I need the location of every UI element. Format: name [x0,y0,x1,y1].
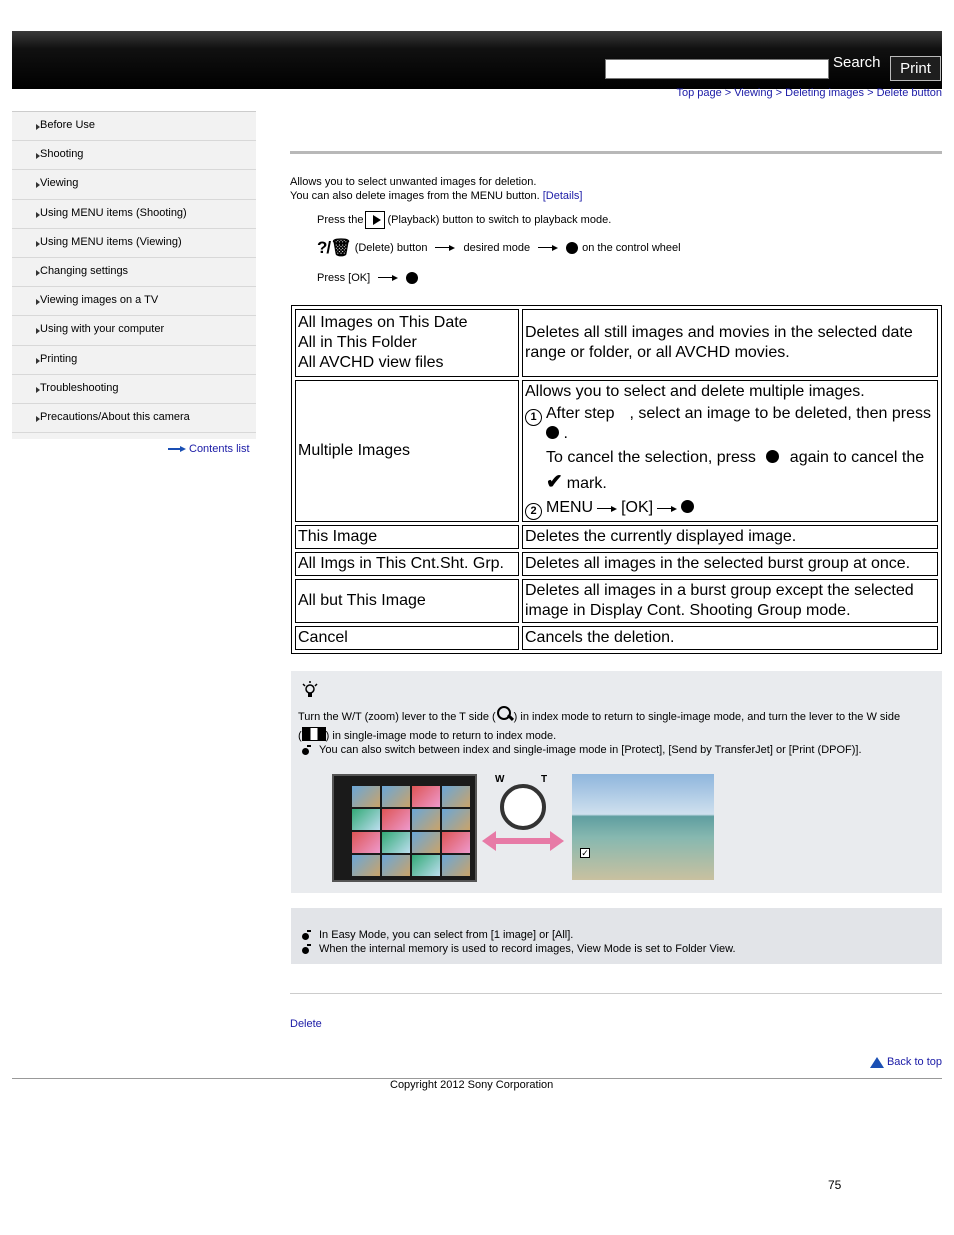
lever-t-label: T [541,774,548,785]
bottom-divider [290,993,942,994]
desc-cell: Deletes all images in the selected burst group at once. [522,552,938,576]
note-item [302,942,736,956]
table-row [295,579,938,623]
checkbox-icon: ✓ [581,848,589,858]
step-1-text-post: (Playback) button to switch to playback mode. [387,214,612,226]
table-row [295,626,938,650]
note-item-text: When the internal memory is used to record images, View Mode is set to Folder View. [319,943,736,955]
bullet-icon [302,748,309,755]
hint-line-1a: Turn the W/T (zoom) lever to the T side ( [298,711,496,723]
step-number-2-icon: 2 [525,503,542,520]
lightbulb-icon [301,681,319,699]
desc-cell-multiple [522,380,938,522]
desc-cell: Cancels the deletion. [522,626,938,650]
checkmark-icon: ✔ [546,471,563,493]
multiple-step-1a: After step [546,405,615,422]
sidebar-item-shooting[interactable]: Shooting [12,141,256,170]
delete-icon: ?/🗑 [317,238,351,257]
breadcrumb-top-page[interactable]: Top page [676,87,722,99]
mode-cell: This Image [295,525,519,549]
hint-text [298,706,938,757]
bullet-icon [302,947,309,954]
multiple-step-2a: MENU [546,499,594,516]
note-box [291,908,942,964]
note-text [298,928,736,956]
step-3 [317,272,418,284]
index-w-icon [302,727,326,741]
sidebar-item-menu-viewing[interactable]: Using MENU items (Viewing) [12,229,256,258]
desc-cell: Deletes the currently displayed image. [522,525,938,549]
desc-cell: Deletes all images in a burst group except the selected image in Display Cont. Shooting Group mode. [522,579,938,623]
table-row [295,525,938,549]
sidebar-nav [12,111,256,439]
hint-bullet-text: You can also switch between index and single-image mode in [Protect], [Send by TransferJet] or [Print (DPOF)]. [319,744,862,756]
back-to-top-label: Back to top [886,1056,942,1068]
sidebar-item-menu-shooting[interactable]: Using MENU items (Shooting) [12,200,256,229]
arrow-right-icon [597,506,617,512]
center-button-icon [406,272,418,284]
mode-cell: All but This Image [295,579,519,623]
multiple-step-1d: To cancel the selection, press [546,449,756,466]
center-button-icon [766,450,779,463]
desc-cell: Deletes all still images and movies in the selected date range or folder, or all AVCHD movies. [522,309,938,377]
sidebar-item-troubleshooting[interactable]: Troubleshooting [12,375,256,404]
multiple-step-1e: again to cancel the [789,449,925,466]
arrow-right-icon [378,275,398,281]
page-number: 75 [828,1178,842,1192]
hint-line-1b: ) in index mode to return to single-image mode, and turn the lever to the W side [513,711,901,723]
related-delete-link[interactable]: Delete [290,1018,322,1030]
note-item [302,928,736,942]
hint-line-2b: ) in single-image mode to return to index mode. [325,730,557,742]
center-button-icon [566,242,578,254]
delete-modes-table [291,305,942,654]
triangle-up-icon [870,1057,884,1068]
step-number-1-icon: 1 [525,409,542,426]
center-button-icon [681,500,694,513]
step-2-text-b: desired mode [463,242,531,254]
step-2-text-c: on the control wheel [582,242,681,254]
step-2 [317,238,681,258]
mode-cell: All Imgs in This Cnt.Sht. Grp. [295,552,519,576]
breadcrumb-deleting-images[interactable]: Deleting images [785,87,865,99]
zoom-lever-illustration [332,774,714,882]
bullet-icon [302,933,309,940]
arrow-right-icon [538,245,558,251]
playback-icon [365,211,385,229]
center-button-icon [546,426,559,439]
search-input[interactable] [605,59,829,79]
contents-list-link[interactable] [168,443,250,455]
table-row [295,309,938,377]
sidebar-item-computer[interactable]: Using with your computer [12,316,256,345]
sidebar-item-before-use[interactable]: Before Use [12,112,256,141]
multiple-step-1b: , select an image to be deleted, then press [629,405,932,422]
multiple-step-2b: [OK] [621,499,654,516]
arrow-right-icon [657,506,677,512]
mode-cell: Cancel [295,626,519,650]
zoom-t-icon [496,706,514,724]
hint-line-2a: ( [298,730,302,742]
breadcrumb-viewing[interactable]: Viewing [734,87,773,99]
breadcrumb: Top page > Viewing > Deleting images > Delete button [676,87,942,99]
multiple-step-1f: mark. [566,475,607,492]
mode-cell: All Images on This Date All in This Folder All AVCHD view files [295,309,519,377]
hint-box [291,671,942,893]
breadcrumb-delete-button[interactable]: Delete button [876,87,942,99]
contents-list-label: Contents list [189,443,250,455]
details-link[interactable]: [Details] [542,190,583,202]
lever-w-label: W [495,774,505,785]
table-row [295,552,938,576]
arrow-right-icon [168,446,186,452]
mode-cell: Multiple Images [295,380,519,522]
multiple-step-1c: . [563,425,568,442]
multiple-intro: Allows you to select and delete multiple images. [525,383,865,400]
lever-ring [500,784,546,830]
intro-line-2: You can also delete images from the MENU button. [290,190,540,202]
intro-line-1: Allows you to select unwanted images for deletion. [290,176,537,188]
thumbnail-grid [352,786,470,876]
arrow-right-icon [435,245,455,251]
intro-text [290,175,583,203]
search-button[interactable]: Search [833,54,881,71]
double-arrow-icon [482,834,564,848]
sidebar-item-printing[interactable]: Printing [12,346,256,375]
step-1-text: Press the [317,214,364,226]
sidebar-item-changing-settings[interactable]: Changing settings [12,258,256,287]
title-divider [290,151,942,154]
single-image-photo [572,774,714,880]
step-3-text: Press [OK] [317,272,371,284]
step-1 [317,211,611,229]
sidebar-item-viewing-tv[interactable]: Viewing images on a TV [12,287,256,316]
copyright: Copyright 2012 Sony Corporation [390,1079,554,1091]
table-row [295,380,938,522]
index-screen-image [332,774,477,882]
sidebar-item-viewing[interactable]: Viewing [12,170,256,199]
sidebar-item-precautions[interactable]: Precautions/About this camera [12,404,256,433]
note-item-text: In Easy Mode, you can select from [1 image] or [All]. [319,929,574,941]
step-2-text-a: (Delete) button [354,242,428,254]
back-to-top-link[interactable] [870,1056,942,1068]
print-button[interactable]: Print [890,56,941,81]
hint-bullet [302,743,938,757]
